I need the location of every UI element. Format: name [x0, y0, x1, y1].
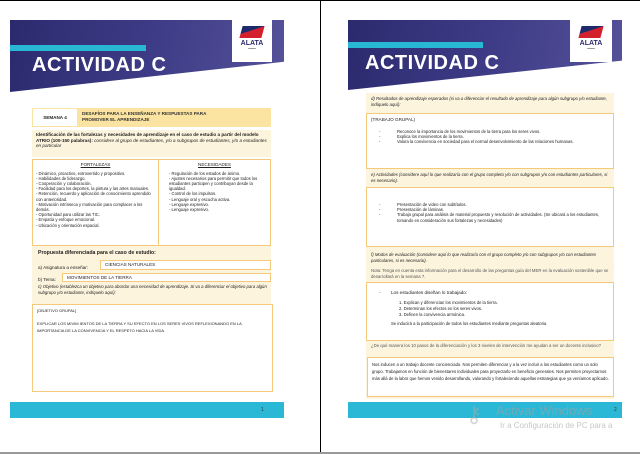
resultados-field[interactable]	[366, 113, 614, 169]
list-item: - Trabajo grupal para análisis de material propuesto y resolución de actividades. (Se ubicará a los estudiantes, tomando en consideración sus fortalezas y necesidades)	[379, 212, 600, 223]
evaluacion-closing: Se inducirá a la participación de todos los estudiantes mediante preguntas aleatoria	[391, 320, 547, 326]
list-item: - Control de los impulsos.	[169, 191, 217, 197]
pregunta-answer-field[interactable]: Nos inducen a un trabajo docente concienciado. Nos permiten diferenciar y a la vez incluir a los estudiantes como un solo grupo. Trabajamos en función de bienestares individuales para proyectarlo en beneficio generales. Nos permiten proyectarnos más allá de la labor que hemos venido desarrollando, valorando y fortaleciendo aquellas estrategias que ya veníamos aplicado.	[367, 357, 614, 397]
list-item: 2. Determinan los efectos en los seres vivos.	[399, 305, 483, 311]
semana-header	[32, 108, 271, 127]
actividades-list	[379, 202, 609, 223]
page-number: 1	[261, 407, 264, 413]
watermark-subtitle: Ir a Configuración de PC para a	[500, 421, 613, 430]
resultados-heading: (TRABAJO GRUPAL)	[371, 117, 416, 122]
list-item: - Reconoce la importancia de los movimientos de la tierra para los seres vivos.	[379, 128, 541, 134]
page-number: 2	[614, 407, 617, 413]
list-item: - Valora la convivencia en sociedad para el normal desenvolvimiento de las relaciones humanas.	[379, 139, 574, 144]
list-item: 3. Definen la convivencia armónica.	[399, 311, 466, 317]
actividades-field[interactable]	[366, 187, 614, 247]
list-item: - Lenguaje expresivo.	[169, 201, 210, 207]
objetivo-text: EXPLICAR LOS MIVIM IENTOS DE LA TIERRA Y SU EFECTO EN LOS SERES VIVOS REFLEXIONANDO EN LA IMPORTANCIA DE LA CONVIVENCIA Y EL RESPETO HACIA LA VIDA.	[37, 320, 242, 333]
necesidades-cell	[158, 159, 271, 246]
list-item: - Dinámico, proactivo, extrovertido y propositivo.	[36, 170, 126, 176]
page-title: ACTIVIDAD C	[365, 52, 500, 74]
list-item: - Ubicación y orientación espacial.	[36, 222, 100, 228]
list-item: - Empatía y enfoque emocional.	[36, 217, 96, 223]
asignatura-field[interactable]: CIENCIAS NATURALES	[100, 260, 271, 270]
alata-logo: ALATA ▬▬▬	[232, 20, 272, 62]
objetivo-heading: [OBJETIVO GRUPAL]	[37, 308, 77, 313]
asignatura-label: a) Asignatura a enseñar:	[38, 265, 89, 270]
list-item: - Presentación de láminas.	[379, 207, 445, 213]
list-item: - Lenguaje oral y escucha activa.	[169, 196, 231, 202]
list-item: - Oportunidad para utilizar las TIC.	[36, 212, 100, 218]
watermark-title: Activar Windows	[496, 403, 593, 418]
propuesta-section	[32, 246, 271, 304]
semana-label: SEMANA 4	[33, 109, 77, 126]
key-icon: ⚷	[466, 402, 483, 427]
fortalezas-cell	[32, 159, 159, 246]
evaluacion-prompt: f) Modos de evaluación (considere aquí lo que realizaría con el grupo completo y/o con subgrupos y/o con estudiantes particulares, si es necesario).	[371, 252, 597, 263]
list-item: - Regulación de los estados de ánimo.	[169, 170, 241, 176]
resultados-list	[379, 129, 609, 145]
header-stripe	[10, 45, 146, 51]
page-footer	[10, 402, 284, 418]
list-item: - Motivación intrínseca y motivación para complacer a los demás.	[36, 201, 143, 213]
list-item: - Lenguaje expresivo.	[169, 207, 210, 213]
fortalezas-list	[36, 171, 155, 228]
fortalezas-header: FORTALEZAS	[80, 162, 111, 167]
evaluacion-steps	[399, 300, 609, 318]
propuesta-heading: Propuesta diferenciada para el caso de estudio:	[38, 250, 156, 256]
page-divider	[320, 0, 321, 454]
list-item: - Explica los movimientos de la tierra.	[379, 133, 464, 139]
identificacion-prompt: Identificación de las fortalezas y necesidades de aprendizaje en el caso de estudio a partir del modelo ATRIO (100-150 palabras): considere al grupo de estudiantes, y/o a subgrupos de estudiantes, y/o a estudiantes en particular	[32, 130, 271, 157]
evaluacion-field[interactable]	[366, 282, 614, 341]
semana-title: DESAFÍOS PARA LA ENSEÑANZA Y RESPUESTAS PARA PROMOVER EL APRENDIZAJE	[82, 111, 207, 122]
objetivo-prompt: c) Objetivo (establezca un objetivo para abordar una necesidad de aprendizaje. Si va a diferenciar el objetivo para algún subgrupo y/o estudiante, indíquelo aquí):	[38, 284, 267, 295]
list-item: - Retención, recuerdo y aplicación de conocimiento aprendido con anterioridad.	[36, 191, 151, 202]
necesidades-header: NECESIDADES	[198, 162, 231, 167]
page-title: ACTIVIDAD C	[32, 54, 167, 76]
header-stripe	[348, 42, 483, 48]
evaluacion-lead: - Los estudiantes diseñan lo trabajado:	[379, 290, 468, 295]
objetivo-field[interactable]	[32, 304, 273, 392]
resultados-prompt: d) Resultados de aprendizaje esperados (si va a diferenciar el resultado de aprendizaje para algún subgrupo y/o estudiante, indíquelo aquí):	[371, 96, 608, 107]
tema-label: b) Tema:	[38, 277, 56, 282]
list-item: - Cooperación y colaboración.	[36, 181, 92, 186]
tema-field[interactable]: MOVIMIENTOS DE LA TIERRA	[62, 273, 271, 282]
list-item: - Ajustes necesarios para permitir que todos los estudiantes participen y contribuyan desde la igualdad.	[169, 175, 258, 192]
list-item: - Facilidad para los deportes, la pintura y las artes manuales.	[36, 186, 150, 192]
pregunta-prompt: ¿De qué manera los 10 pasos de la diferenciación y los 3 niveles de intervención me ayudan a ser un docente inclusivo?	[371, 343, 602, 348]
list-item: - Presentación de video con subtítulos.	[379, 202, 467, 207]
alata-logo: ALATA ▬▬▬	[570, 20, 612, 62]
list-item: 1. Explican y diferencian los movimientos de la tierra.	[399, 299, 498, 305]
actividades-prompt: e) Actividades (considere aquí lo que realizaría con el grupo completo y/o con subgrupos y/o con estudiantes particulares, si es necesario).	[371, 172, 608, 183]
evaluacion-note: Nota: Tenga en cuenta esta información para el desarrollo de las preguntas guía del MER en la evaluación sostenible que se desarrollará en la semana 7.	[371, 268, 609, 279]
list-item: - Habilidades de liderazgo.	[36, 175, 86, 181]
necesidades-list	[169, 171, 260, 213]
